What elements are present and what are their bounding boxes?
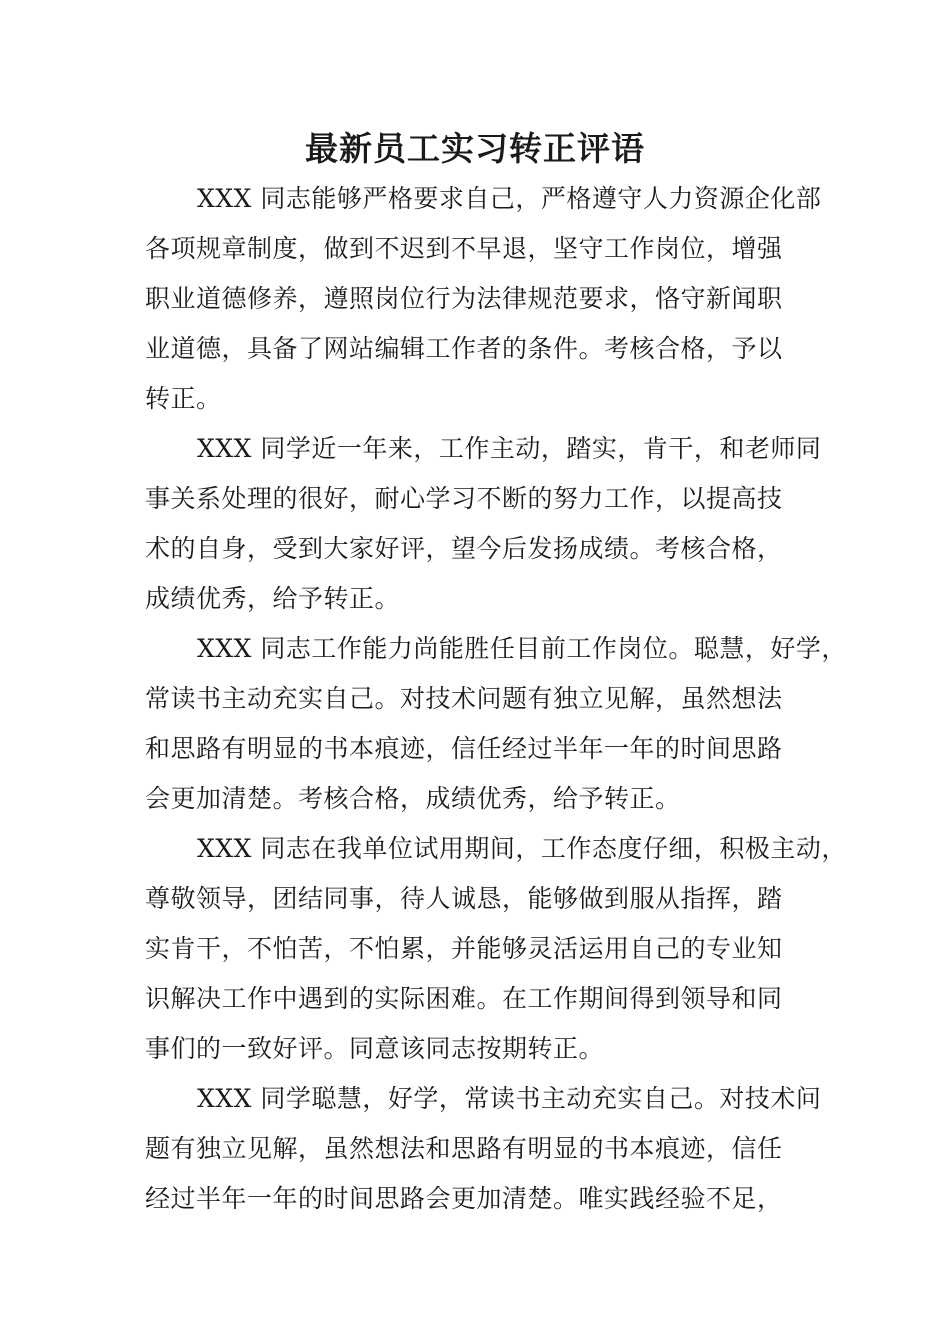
text-line: 转正。 xyxy=(145,384,222,413)
text-line: 实肯干，不怕苦，不怕累，并能够灵活运用自己的专业知 xyxy=(145,934,783,963)
text-line: 术的自身，受到大家好评，望今后发扬成绩。考核合格， xyxy=(145,534,783,563)
text-line: XXX 同志在我单位试用期间，工作态度仔细，积极主动， xyxy=(197,834,847,863)
text-line: 职业道德修养，遵照岗位行为法律规范要求，恪守新闻职 xyxy=(145,284,783,313)
text-line: 业道德，具备了网站编辑工作者的条件。考核合格，予以 xyxy=(145,334,783,363)
text-line: XXX 同学近一年来，工作主动，踏实，肯干，和老师同 xyxy=(197,434,822,463)
text-line: 题有独立见解，虽然想法和思路有明显的书本痕迹，信任 xyxy=(145,1134,783,1163)
text-line: 尊敬领导，团结同事，待人诚恳，能够做到服从指挥，踏 xyxy=(145,884,783,913)
text-line: 各项规章制度，做到不迟到不早退，坚守工作岗位，增强 xyxy=(145,234,783,263)
text-line: 经过半年一年的时间思路会更加清楚。唯实践经验不足， xyxy=(145,1184,783,1213)
text-line: 事关系处理的很好，耐心学习不断的努力工作，以提高技 xyxy=(145,484,783,513)
text-line: 识解决工作中遇到的实际困难。在工作期间得到领导和同 xyxy=(145,984,783,1013)
text-line: XXX 同志工作能力尚能胜任目前工作岗位。聪慧，好学， xyxy=(197,634,847,663)
text-line: 事们的一致好评。同意该同志按期转正。 xyxy=(145,1034,605,1063)
text-line: XXX 同志能够严格要求自己，严格遵守人力资源企化部 xyxy=(197,184,822,213)
document-title: 最新员工实习转正评语 xyxy=(305,129,645,168)
text-line: XXX 同学聪慧，好学，常读书主动充实自己。对技术问 xyxy=(197,1084,822,1113)
document-body xyxy=(145,174,847,1224)
text-line: 成绩优秀，给予转正。 xyxy=(145,584,401,613)
text-line: 和思路有明显的书本痕迹，信任经过半年一年的时间思路 xyxy=(145,734,783,763)
text-line: 会更加清楚。考核合格，成绩优秀，给予转正。 xyxy=(145,784,681,813)
text-line: 常读书主动充实自己。对技术问题有独立见解，虽然想法 xyxy=(145,684,783,713)
